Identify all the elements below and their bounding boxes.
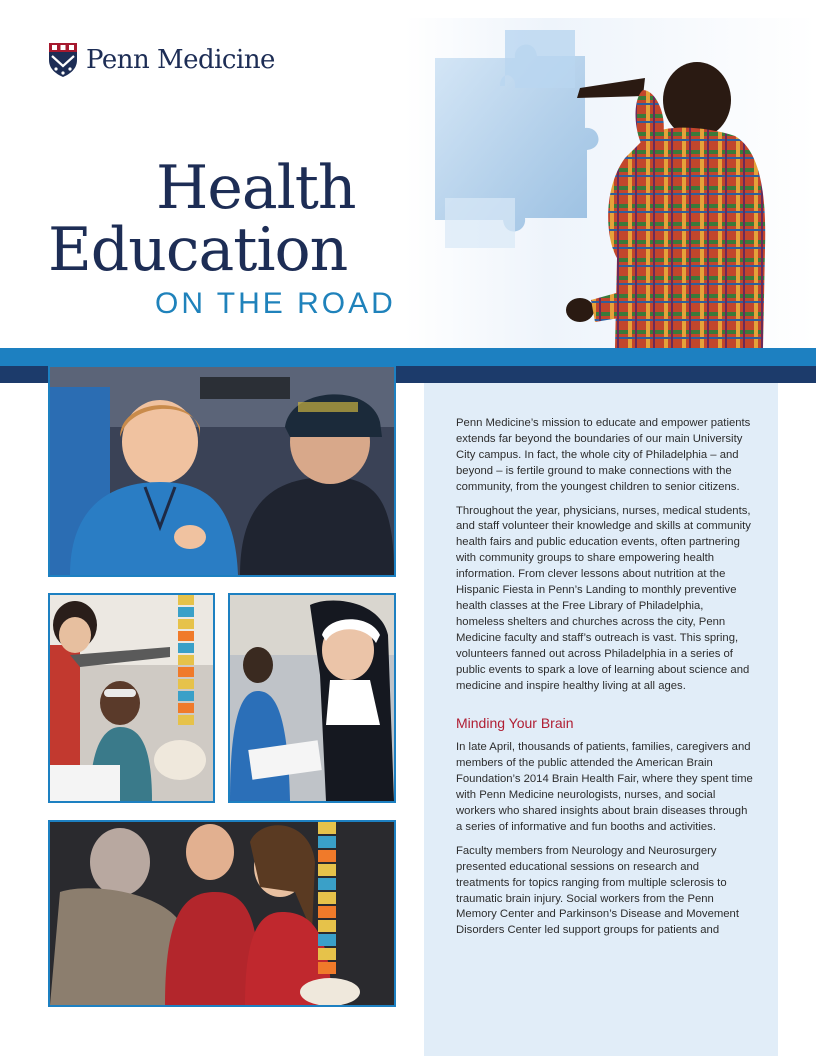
penn-shield-icon <box>48 42 78 78</box>
header-band-light <box>0 348 816 366</box>
title-subtitle: ON THE ROAD <box>155 287 396 320</box>
article-paragraph: Throughout the year, physicians, nurses, medical students, and staff volunteer their knowledge and skills at community health fairs and public education events, often partnering with community groups to share empowering health information. From clever lessons about nutrition at the Hispanic Fiesta in Penn’s Landing to monthly preventive health classes at the Free Library of Philadelphia, homeless shelters and churches across the city, Penn Medicine faculty and staff’s outreach is vast. This spring, volunteers fanned out across Philadelphia in a series of public events to spark a love of learning about science and medicine and inspire healthy living at all ages. <box>456 504 751 692</box>
article-paragraph: Faculty members from Neurology and Neurosurgery presented educational sessions on research and treatments for topics ranging from multiple sclerosis to traumatic brain injury. Social workers from the Penn Memory Center and Parkinson’s Disease and Movement Disorders Center led support groups for patients and <box>456 844 739 937</box>
title-line-1: Health <box>156 153 356 223</box>
hero-photo-child-puzzle <box>405 18 816 348</box>
photo-nun-reading <box>228 593 396 803</box>
photo-child-spine-model <box>48 593 215 803</box>
title-line-2: Education <box>48 215 348 285</box>
penn-medicine-logo[interactable] <box>48 42 275 78</box>
article-paragraph: Penn Medicine’s mission to educate and empower patients extends far beyond the boundaries of our main University City campus. In fact, the whole city of Philadelphia – and beyond – is fertile ground to make connections with the community, from the youngest children to senior citizens. <box>456 417 751 493</box>
photo-volunteer-smiling <box>48 365 396 577</box>
brand-name: Penn Medicine <box>86 45 275 75</box>
article-body <box>456 416 754 947</box>
article-paragraph: In late April, thousands of patients, families, caregivers and members of the public attended the American Brain Foundation’s 2014 Brain Health Fair, where they spent time with Penn Medicine neurologists, nurses, and social workers who shared insights about brain diseases through a series of informative and fun booths and activities. <box>456 741 753 833</box>
section-heading: Minding Your Brain <box>456 715 574 732</box>
photo-spine-demonstration <box>48 820 396 1007</box>
